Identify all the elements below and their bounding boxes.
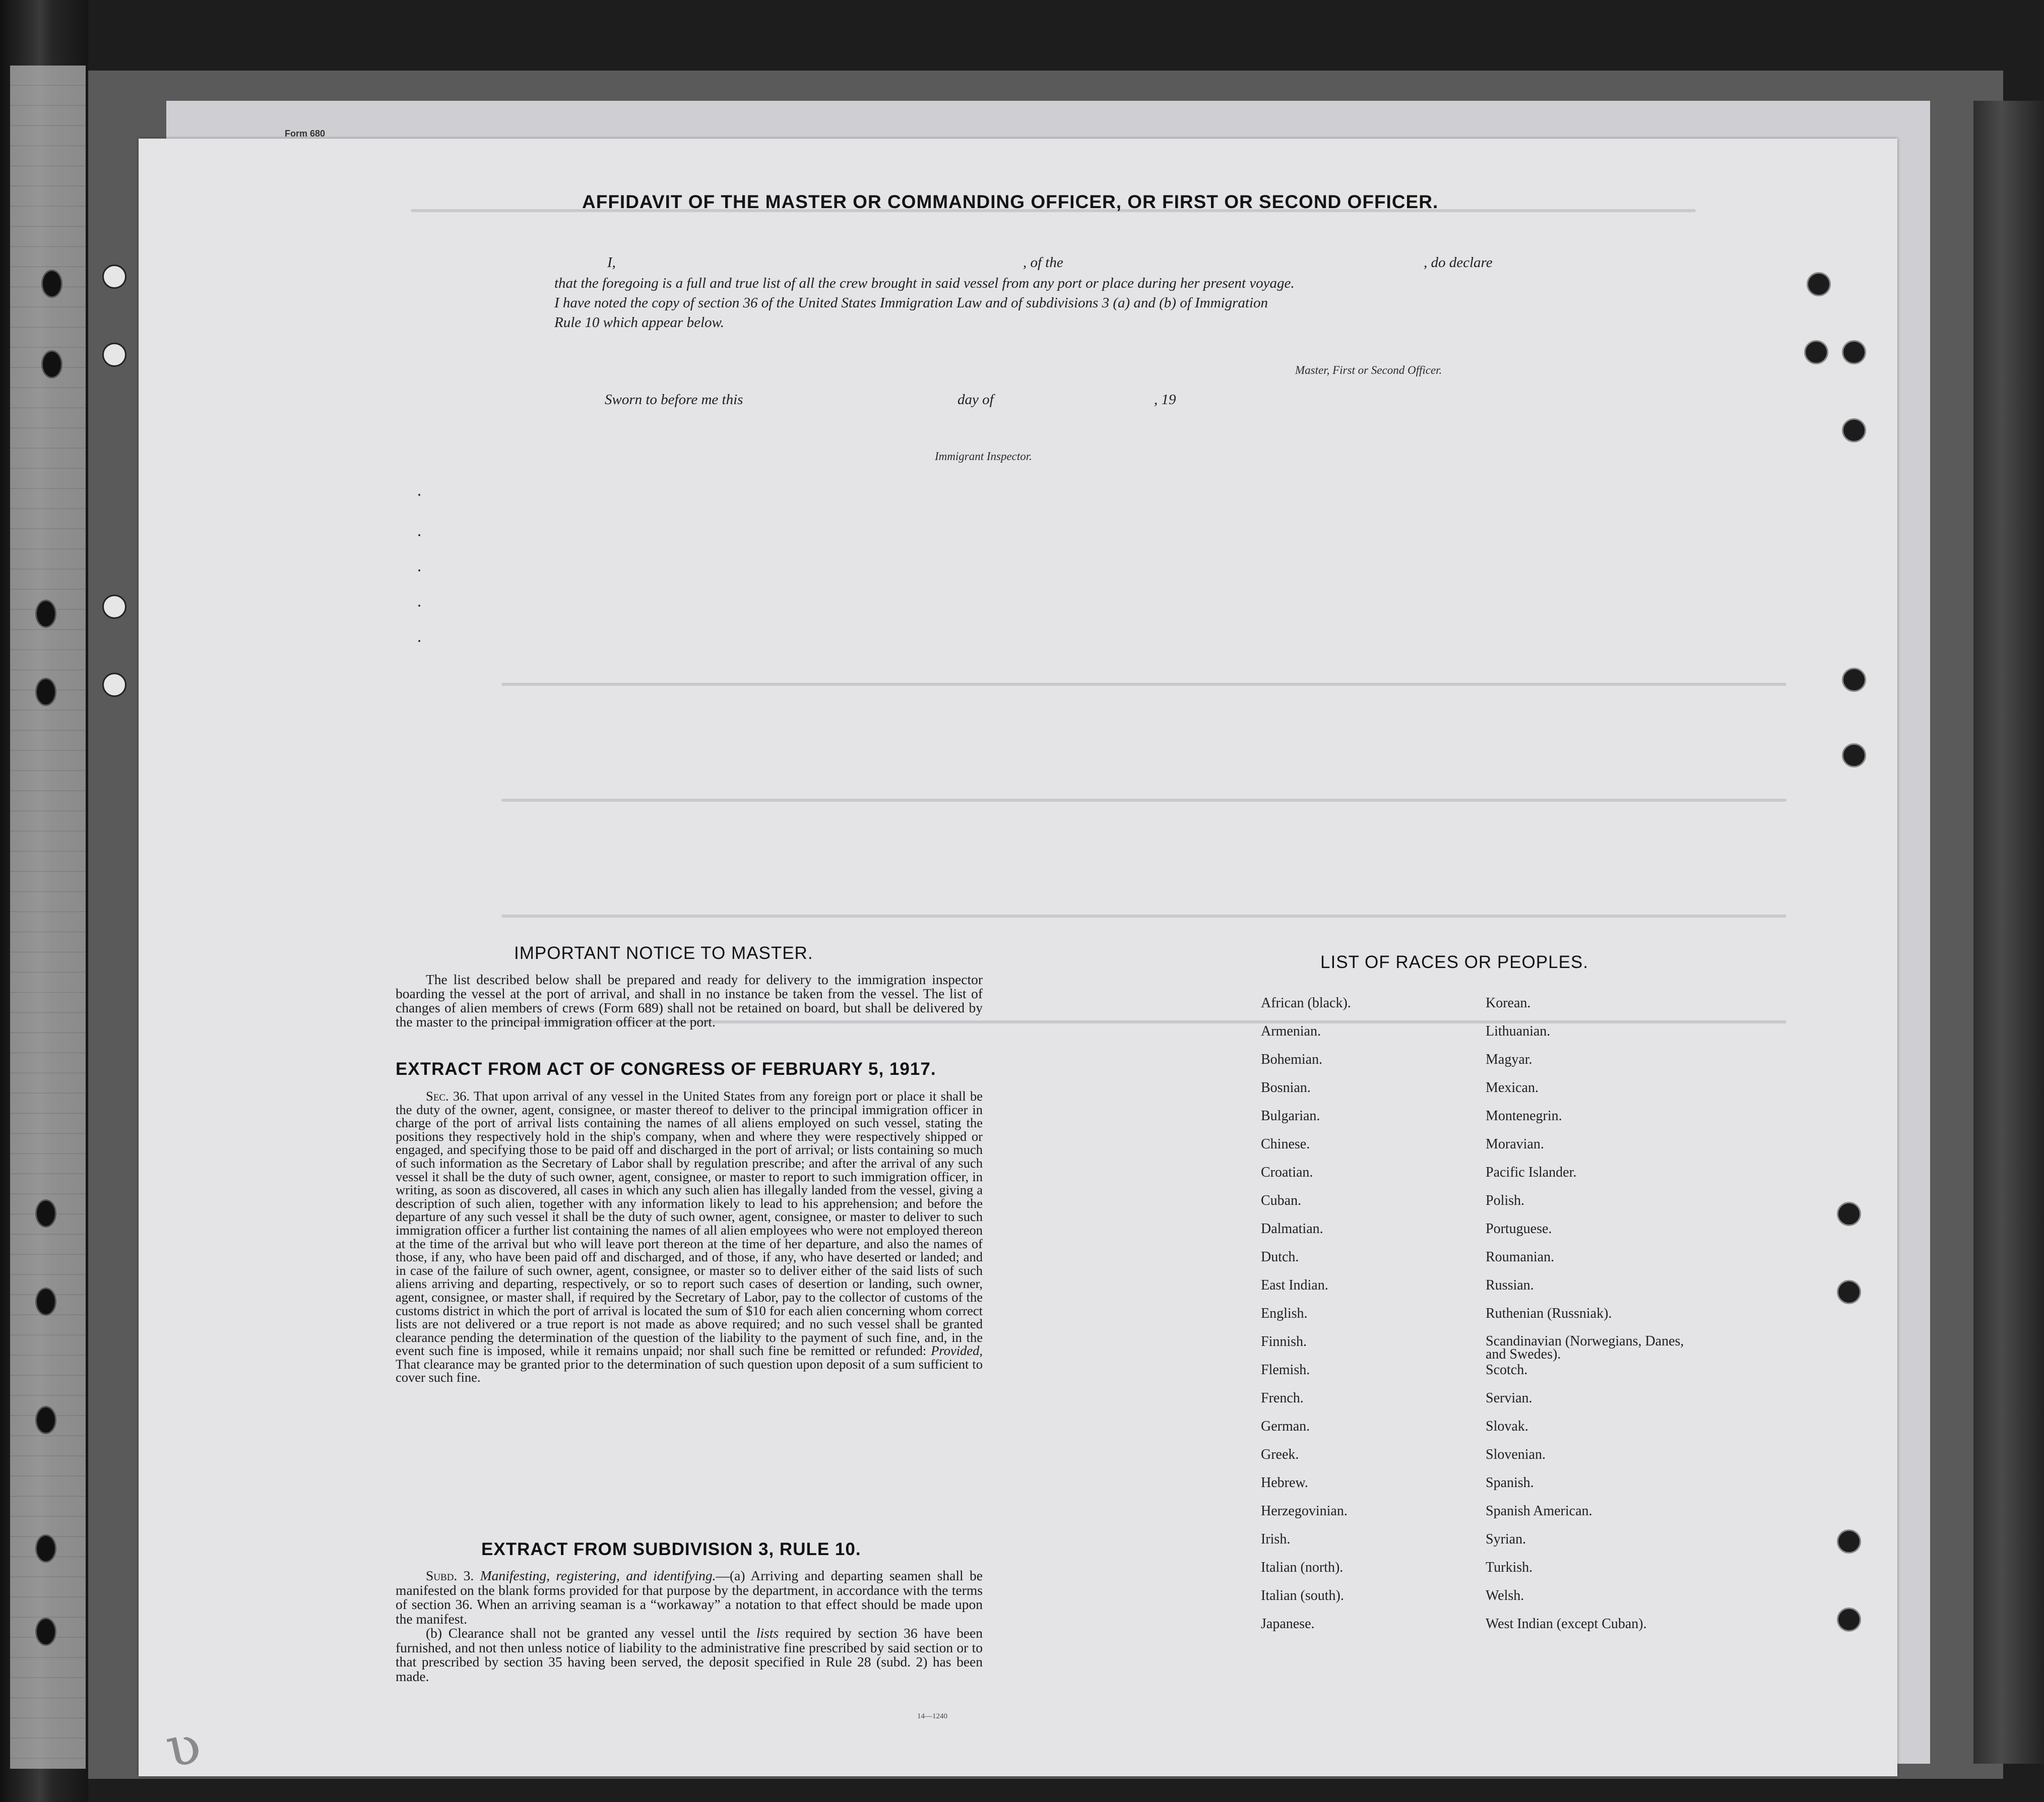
race-item: Lithuanian. [1486,1023,1551,1039]
race-item: Bulgarian. [1261,1108,1320,1124]
race-item: Slovenian. [1486,1447,1546,1462]
race-item: Montenegrin. [1486,1108,1562,1124]
race-item: Magyar. [1486,1052,1532,1067]
race-item: Italian (north). [1261,1560,1344,1575]
race-item: Chinese. [1261,1136,1310,1152]
race-item: West Indian (except Cuban). [1486,1616,1647,1632]
binder-hole-icon [41,350,62,378]
act-extract-heading: EXTRACT FROM ACT OF CONGRESS OF FEBRUARY 5, 1917. [396,1059,936,1079]
punch-hole-icon [102,343,126,367]
subdivision-label: Subd. 3. [426,1568,474,1583]
race-item: Mexican. [1486,1080,1539,1096]
race-item: Spanish American. [1486,1503,1592,1519]
race-item: Ruthenian (Russniak). [1486,1306,1612,1321]
punch-hole-icon [102,265,126,289]
race-item: Herzegovinian. [1261,1503,1348,1519]
section-36-text [396,1089,983,1384]
print-code: 14—1240 [917,1712,947,1720]
punch-hole-icon [102,673,126,697]
inspector-caption: Immigrant Inspector. [935,450,1032,463]
race-item: Bosnian. [1261,1080,1311,1096]
binder-hole-icon [41,270,62,298]
affidavit-title: AFFIDAVIT OF THE MASTER OR COMMANDING OFFICER, OR FIRST OR SECOND OFFICER. [582,191,1439,212]
race-item: Armenian. [1261,1023,1321,1039]
margin-dot [418,569,420,571]
section-label: Sec. 36. [426,1088,470,1104]
affidavit-i: I, [607,254,616,271]
binder-hole-icon [35,1534,56,1563]
race-item: Dalmatian. [1261,1221,1323,1237]
punch-hole-icon [1842,340,1866,364]
binder-hole-icon [35,1199,56,1228]
race-item: African (black). [1261,995,1351,1011]
punch-hole-icon [1842,418,1866,442]
rule-10-para-a [396,1569,983,1626]
race-item: English. [1261,1306,1308,1321]
races-column-2 [1486,996,1702,1645]
notice-text [396,973,983,1029]
bleed-through-line [501,683,1786,686]
race-item: Scotch. [1486,1362,1528,1378]
race-item: Finnish. [1261,1334,1307,1349]
punch-hole-icon [1842,668,1866,692]
affidavit-line-2: that the foregoing is a full and true list of all the crew brought in said vessel from any port or place during her present voyage. [554,275,1295,291]
binder-hole-icon [35,1406,56,1434]
race-item: Croatian. [1261,1165,1313,1180]
right-binder-edge [1973,101,2044,1764]
punch-hole-icon [1837,1202,1861,1226]
rule-10-para-b [396,1626,983,1684]
margin-dot [418,494,420,496]
sworn-text: Sworn to before me this [605,392,743,408]
binder-hole-icon [35,600,56,628]
punch-hole-icon [1807,272,1831,296]
race-item: Hebrew. [1261,1475,1308,1491]
race-item: Greek. [1261,1447,1299,1462]
race-item: Syrian. [1486,1531,1526,1547]
adjacent-page-edge [10,66,86,1769]
master-signature-caption: Master, First or Second Officer. [1295,364,1442,376]
affidavit-line-4: Rule 10 which appear below. [554,314,724,331]
race-item: French. [1261,1390,1304,1406]
race-item: Italian (south). [1261,1588,1344,1603]
race-item: Russian. [1486,1277,1534,1293]
section-36-body: That upon arrival of any vessel in the United States from any foreign port or place it shall be the duty of the owner, agent, consignee, or master thereof to deliver to the principal immigration officer in charge of the port of arrival lists containing the names of all aliens employed on such vessel, stating the positions they respectively hold in the ship's company, when and where they were respectively shipped or engaged, and specifying those to be paid off and discharged in the port of arrival; or lists containing so much of such information as the Secretary of Labor shall by regulation prescribe; and after the arrival of any such vessel it shall be the duty of such owner, agent, consignee, or master to report to such immigration officer, in writing, as soon as discovered, all cases in which any such alien has illegally landed from the vessel, giving a description of such alien, together with any information likely to lead to his apprehension; and before the departure of any such vessel it shall be the duty of such owner, agent, consignee, or master to deliver to such immigration officer a further list containing the names of all alien employees who were not employed thereon at the time of the arrival but who will leave port thereon at the time of her departure, and also the names of those, if any, who have been paid off and discharged, and of those, if any, who have deserted or landed; and in case of the failure of such owner, agent, consignee, or master so to deliver either of the said lists of such aliens arriving and departing, respectively, or so to report such cases of desertion or landing, such owner, agent, consignee, or master shall, if required by the Secretary of Labor, pay to the collector of customs of the customs district in which the port of arrival is located the sum of $10 for each alien concerning whom correct lists are not delivered or a true report is not made as above required; and no such vessel shall be granted clearance pending the determination of the question of the liability to the payment of such fine, and, in the event such fine is imposed, while it remains unpaid; nor shall such fine be remitted or refunded: [396,1088,983,1359]
punch-hole-icon [1837,1280,1861,1304]
punch-hole-icon [1842,743,1866,767]
punch-hole-icon [1837,1529,1861,1554]
margin-dot [418,605,420,607]
para-a-text: —(a) Arriving and departing seamen shall be manifested on the blank forms provided for that purpose by the department, in accordance with the terms of section 36. When an arriving seaman is a “workaway” a notation to that effect should be made upon the manifest. [396,1568,983,1627]
race-item: Japanese. [1261,1616,1315,1632]
race-item: Welsh. [1486,1588,1524,1603]
race-item: Dutch. [1261,1249,1299,1265]
race-item: East Indian. [1261,1277,1328,1293]
year-text: , 19 [1154,392,1176,408]
form-number: Form 680 [285,128,326,139]
race-item: Polish. [1486,1193,1525,1208]
notice-heading: IMPORTANT NOTICE TO MASTER. [514,943,813,963]
affidavit-of-the: , of the [1023,254,1063,271]
day-of-text: day of [957,392,994,408]
race-item: Pacific Islander. [1486,1165,1577,1180]
race-item: Flemish. [1261,1362,1310,1378]
subdivision-title: Manifesting, registering, and identifying. [480,1568,716,1583]
punch-hole-icon [1837,1607,1861,1632]
race-item: Slovak. [1486,1419,1528,1434]
race-item: German. [1261,1419,1310,1434]
rule-10-text [396,1569,983,1684]
race-item: Portuguese. [1486,1221,1552,1237]
race-item: Servian. [1486,1390,1532,1406]
binder-hole-icon [35,1288,56,1316]
binder-hole-icon [35,1618,56,1646]
notice-paragraph: The list described below shall be prepared and ready for delivery to the immigration inspector boarding the vessel at the port of arrival, and shall in no instance be taken from the vessel. The list of changes of alien members of crews (Form 689) shall not be retained on board, but shall be delivered by the master to the principal immigration officer at the port. [396,972,983,1029]
binder-hole-icon [35,678,56,706]
races-column-1 [1261,996,1351,1645]
section-36-end: That clearance may be granted prior to the determination of such question upon deposit of a sum sufficient to cover such fine. [396,1356,983,1385]
margin-dot [418,640,420,642]
race-item: Korean. [1486,995,1531,1011]
race-item: Turkish. [1486,1560,1533,1575]
provided-word: Provided, [931,1343,983,1359]
margin-dot [418,534,420,536]
race-item: Irish. [1261,1531,1291,1547]
para-b-lists: lists [756,1625,779,1641]
race-item: Scandinavian (Norwegians, Danes, and Swedes). [1486,1333,1684,1362]
race-item: Moravian. [1486,1136,1544,1152]
bleed-through-line [501,915,1786,918]
bleed-through-line [501,799,1786,802]
race-item: Cuban. [1261,1193,1302,1208]
handwritten-mark: ʋ [160,1710,207,1781]
para-b-pre: (b) Clearance shall not be granted any vessel until the [426,1625,750,1641]
section-36-paragraph [396,1089,983,1384]
race-item: Bohemian. [1261,1052,1323,1067]
affidavit-do-declare: , do declare [1424,254,1493,271]
punch-hole-icon [102,595,126,619]
race-item: Spanish. [1486,1475,1534,1491]
para-b-post: required by section 36 have been furnished, and not then unless notice of liability to the administrative fine prescribed by said section or to that prescribed by section 35 having been served, the deposit specified in Rule 28 (subd. 2) has been made. [396,1625,983,1684]
rule-extract-heading: EXTRACT FROM SUBDIVISION 3, RULE 10. [481,1539,861,1559]
race-item: Roumanian. [1486,1249,1555,1265]
races-heading: LIST OF RACES OR PEOPLES. [1320,952,1589,972]
punch-hole-icon [1804,340,1828,364]
affidavit-line-3: I have noted the copy of section 36 of the United States Immigration Law and of subdivisions 3 (a) and (b) of Immigration [554,295,1268,311]
